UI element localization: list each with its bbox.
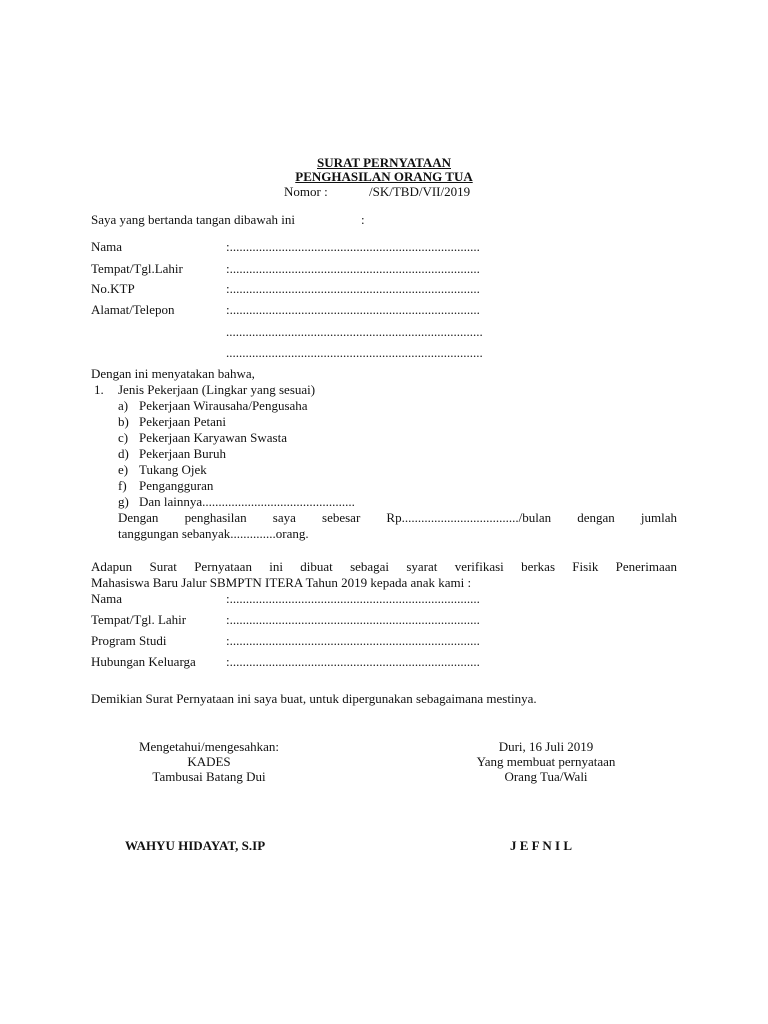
option-letter: f) xyxy=(118,478,127,493)
right-signature-line-1: Duri, 16 Juli 2019 xyxy=(498,739,594,754)
left-signature-line-2: KADES xyxy=(187,754,231,769)
option-text: Pekerjaan Petani xyxy=(139,414,226,429)
right-signature-line-2: Yang membuat pernyataan xyxy=(476,754,616,769)
income-line-2: tanggungan sebanyak..............orang. xyxy=(118,526,309,541)
option-letter: c) xyxy=(118,430,129,445)
parent-address-line-2: ............................................................................... xyxy=(226,324,483,339)
parent-ktp-label: No.KTP xyxy=(91,281,135,296)
parent-birth-value: :............................................................................. xyxy=(226,261,480,276)
option-letter: a) xyxy=(118,398,129,413)
right-signature-line-3: Orang Tua/Wali xyxy=(504,769,588,784)
parent-address-line-3: ............................................................................... xyxy=(226,345,483,360)
child-name-label: Nama xyxy=(91,591,123,606)
item-number: 1. xyxy=(94,382,104,397)
parent-address-label: Alamat/Telepon xyxy=(91,302,175,317)
option-text: Dan lainnya............................................... xyxy=(139,494,355,509)
option-text: Pekerjaan Wirausaha/Pengusaha xyxy=(139,398,308,413)
child-program-value: :............................................................................. xyxy=(226,633,480,648)
parent-name-label: Nama xyxy=(91,239,123,254)
parent-ktp-value: :............................................................................. xyxy=(226,281,480,296)
left-signatory-name: WAHYU HIDAYAT, S.IP xyxy=(125,838,266,853)
child-birth-value: :............................................................................. xyxy=(226,612,480,627)
right-signatory-name: J E F N I L xyxy=(510,838,572,853)
item-title: Jenis Pekerjaan (Lingkar yang sesuai) xyxy=(118,382,316,397)
parent-name-value: :............................................................................. xyxy=(226,239,480,254)
statement-intro: Dengan ini menyatakan bahwa, xyxy=(91,366,255,381)
option-letter: g) xyxy=(118,494,129,509)
left-signature-line-3: Tambusai Batang Dui xyxy=(152,769,266,784)
title-line-1: SURAT PERNYATAAN xyxy=(317,155,451,170)
income-line-1: Dengan penghasilan saya sebesar Rp..................................../bulan dengan jumlah xyxy=(118,510,677,525)
parent-birth-label: Tempat/Tgl.Lahir xyxy=(91,261,183,276)
option-letter: e) xyxy=(118,462,129,477)
intro-colon: : xyxy=(361,212,365,227)
option-text: Tukang Ojek xyxy=(139,462,207,477)
closing-text: Demikian Surat Pernyataan ini saya buat, untuk dipergunakan sebagaimana mestinya. xyxy=(91,691,537,706)
purpose-line-2: Mahasiswa Baru Jalur SBMPTN ITERA Tahun 2019 kepada anak kami : xyxy=(91,575,472,590)
purpose-line-1: Adapun Surat Pernyataan ini dibuat sebagai syarat verifikasi berkas Fisik Penerimaan xyxy=(91,559,677,574)
option-letter: b) xyxy=(118,414,129,429)
parent-address-value: :............................................................................. xyxy=(226,302,480,317)
option-text: Pekerjaan Buruh xyxy=(139,446,227,461)
option-letter: d) xyxy=(118,446,129,461)
document-number-value: /SK/TBD/VII/2019 xyxy=(369,184,471,199)
title-line-2: PENGHASILAN ORANG TUA xyxy=(295,169,473,184)
option-text: Pekerjaan Karyawan Swasta xyxy=(139,430,287,445)
child-birth-label: Tempat/Tgl. Lahir xyxy=(91,612,187,627)
child-relation-value: :............................................................................. xyxy=(226,654,480,669)
intro-text: Saya yang bertanda tangan dibawah ini xyxy=(91,212,295,227)
child-program-label: Program Studi xyxy=(91,633,167,648)
left-signature-line-1: Mengetahui/mengesahkan: xyxy=(138,739,280,754)
document-number-label: Nomor : xyxy=(284,184,328,199)
child-relation-label: Hubungan Keluarga xyxy=(91,654,196,669)
child-name-value: :............................................................................. xyxy=(226,591,480,606)
option-text: Pengangguran xyxy=(139,478,214,493)
